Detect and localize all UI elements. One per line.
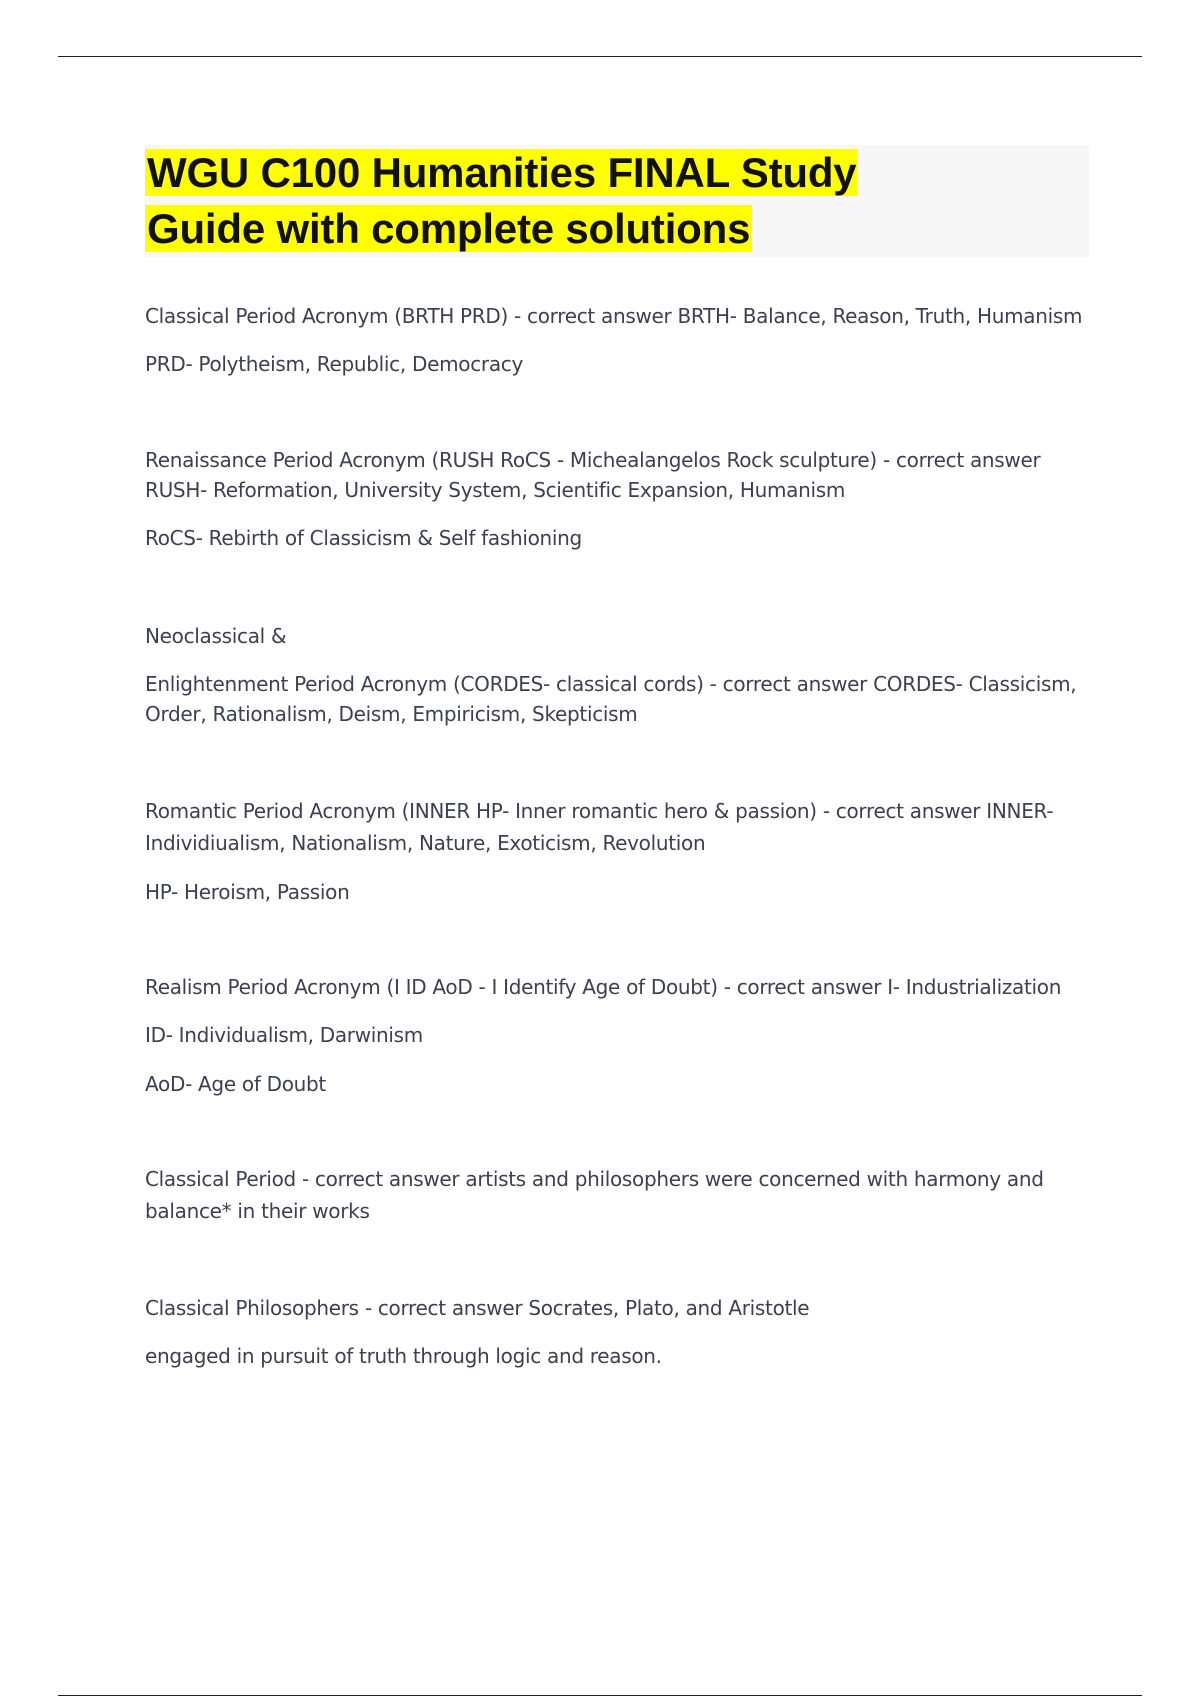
card-answer-line: PRD- Polytheism, Republic, Democracy [145,352,524,376]
card-answer-line: RUSH- Reformation, University System, Scientific Expansion, Humanism [145,478,846,502]
card-answer-line: HP- Heroism, Passion [145,880,350,904]
title-line-1: WGU C100 Humanities FINAL Study [147,149,857,196]
card-answer-line: Order, Rationalism, Deism, Empiricism, Skepticism [145,702,638,726]
card-question-cont: Enlightenment Period Acronym (CORDES- classical cords) - correct answer CORDES- Classicism, [145,672,1077,696]
card-question: Realism Period Acronym (I ID AoD - I Identify Age of Doubt) - correct answer I- Industrialization [145,975,1062,999]
card-answer-line: RoCS- Rebirth of Classicism & Self fashioning [145,526,582,550]
footer-rule [58,1695,1142,1696]
card-answer-line: engaged in pursuit of truth through logic and reason. [145,1344,662,1368]
title-line-2: Guide with complete solutions [147,205,751,252]
card-answer-line: Individiualism, Nationalism, Nature, Exoticism, Revolution [145,831,706,855]
document-title [145,145,1089,257]
card-question: Neoclassical & [145,624,287,648]
header-rule [58,56,1142,57]
card-answer-line: AoD- Age of Doubt [145,1072,326,1096]
card-answer-line: balance* in their works [145,1199,370,1223]
card-question: Classical Period Acronym (BRTH PRD) - correct answer BRTH- Balance, Reason, Truth, Humanism [145,304,1083,328]
card-question: Renaissance Period Acronym (RUSH RoCS - Michealangelos Rock sculpture) - correct answer [145,448,1041,472]
card-answer-line: ID- Individualism, Darwinism [145,1023,423,1047]
card-question: Classical Philosophers - correct answer Socrates, Plato, and Aristotle [145,1296,810,1320]
title-block [145,145,1089,257]
card-question: Romantic Period Acronym (INNER HP- Inner romantic hero & passion) - correct answer INNER- [145,799,1054,823]
card-question: Classical Period - correct answer artists and philosophers were concerned with harmony and [145,1167,1044,1191]
